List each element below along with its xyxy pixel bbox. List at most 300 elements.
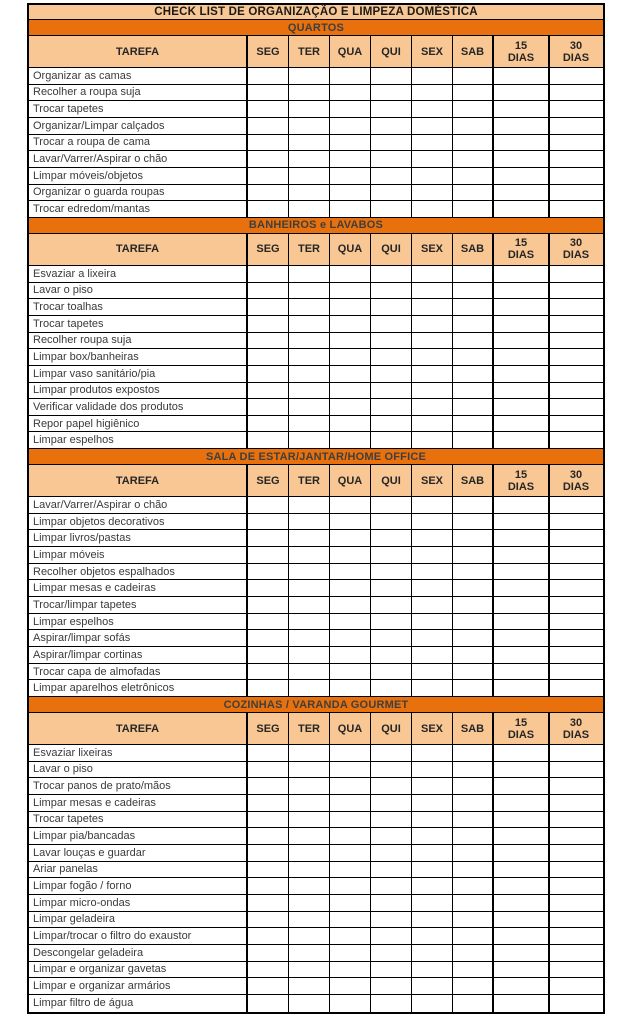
period-unit: DIAS bbox=[507, 51, 535, 64]
check-cell bbox=[494, 795, 550, 811]
check-cell bbox=[412, 283, 453, 299]
check-cell bbox=[453, 201, 494, 217]
check-cell bbox=[248, 366, 289, 382]
check-cell bbox=[330, 399, 371, 415]
check-cell bbox=[412, 151, 453, 167]
check-cell bbox=[248, 497, 289, 513]
check-cell bbox=[248, 168, 289, 184]
check-cell bbox=[330, 945, 371, 961]
column-header-period bbox=[494, 465, 550, 496]
task-label: Limpar aparelhos eletrônicos bbox=[29, 680, 248, 696]
task-row bbox=[29, 580, 603, 597]
check-cell bbox=[371, 85, 412, 101]
check-cell bbox=[248, 745, 289, 761]
check-cell bbox=[248, 597, 289, 613]
check-cell bbox=[550, 201, 602, 217]
check-cell bbox=[550, 614, 602, 630]
task-row bbox=[29, 878, 603, 895]
check-cell bbox=[494, 432, 550, 448]
check-cell bbox=[412, 995, 453, 1012]
check-cell bbox=[550, 416, 602, 432]
check-cell bbox=[453, 845, 494, 861]
task-row bbox=[29, 530, 603, 547]
check-cell bbox=[494, 745, 550, 761]
check-cell bbox=[330, 168, 371, 184]
check-cell bbox=[289, 316, 330, 332]
check-cell bbox=[371, 366, 412, 382]
check-cell bbox=[550, 795, 602, 811]
check-cell bbox=[330, 185, 371, 201]
task-row bbox=[29, 333, 603, 350]
check-cell bbox=[248, 878, 289, 894]
check-cell bbox=[371, 530, 412, 546]
check-cell bbox=[453, 978, 494, 994]
task-label: Recolher roupa suja bbox=[29, 333, 248, 349]
check-cell bbox=[330, 366, 371, 382]
task-row bbox=[29, 795, 603, 812]
check-cell bbox=[494, 862, 550, 878]
task-label: Limpar livros/pastas bbox=[29, 530, 248, 546]
check-cell bbox=[371, 151, 412, 167]
check-cell bbox=[550, 68, 602, 84]
column-header-day: SEG bbox=[248, 36, 289, 67]
check-cell bbox=[248, 68, 289, 84]
check-cell bbox=[494, 630, 550, 646]
task-label: Limpar vaso sanitário/pia bbox=[29, 366, 248, 382]
check-cell bbox=[248, 564, 289, 580]
check-cell bbox=[494, 316, 550, 332]
check-cell bbox=[289, 878, 330, 894]
check-cell bbox=[412, 630, 453, 646]
check-cell bbox=[453, 266, 494, 282]
task-label: Organizar as camas bbox=[29, 68, 248, 84]
check-cell bbox=[330, 547, 371, 563]
check-cell bbox=[330, 266, 371, 282]
task-row bbox=[29, 895, 603, 912]
check-cell bbox=[453, 399, 494, 415]
check-cell bbox=[289, 85, 330, 101]
check-cell bbox=[412, 514, 453, 530]
task-label: Recolher objetos espalhados bbox=[29, 564, 248, 580]
check-cell bbox=[550, 497, 602, 513]
section-header: QUARTOS bbox=[29, 20, 603, 36]
column-header-period bbox=[550, 234, 602, 265]
column-header-day: TER bbox=[289, 465, 330, 496]
check-cell bbox=[289, 151, 330, 167]
task-label: Limpar fogão / forno bbox=[29, 878, 248, 894]
check-cell bbox=[453, 432, 494, 448]
check-cell bbox=[248, 580, 289, 596]
column-header-day: SAB bbox=[453, 713, 494, 744]
check-cell bbox=[289, 647, 330, 663]
task-label: Lavar/Varrer/Aspirar o chão bbox=[29, 497, 248, 513]
check-cell bbox=[550, 845, 602, 861]
check-cell bbox=[412, 962, 453, 978]
task-label: Limpar filtro de água bbox=[29, 995, 248, 1012]
task-row bbox=[29, 564, 603, 581]
check-cell bbox=[412, 333, 453, 349]
check-cell bbox=[371, 185, 412, 201]
check-cell bbox=[371, 283, 412, 299]
column-header-task: TAREFA bbox=[29, 465, 248, 496]
check-cell bbox=[248, 664, 289, 680]
check-cell bbox=[550, 862, 602, 878]
check-cell bbox=[371, 597, 412, 613]
task-label: Limpar móveis/objetos bbox=[29, 168, 248, 184]
task-row bbox=[29, 995, 603, 1012]
check-cell bbox=[330, 862, 371, 878]
check-cell bbox=[289, 978, 330, 994]
task-label: Limpar móveis bbox=[29, 547, 248, 563]
check-cell bbox=[550, 85, 602, 101]
task-row bbox=[29, 912, 603, 929]
check-cell bbox=[289, 135, 330, 151]
check-cell bbox=[494, 366, 550, 382]
check-cell bbox=[289, 432, 330, 448]
column-header-row bbox=[29, 36, 603, 68]
check-cell bbox=[494, 895, 550, 911]
check-cell bbox=[494, 201, 550, 217]
check-cell bbox=[289, 845, 330, 861]
task-label: Trocar tapetes bbox=[29, 101, 248, 117]
check-cell bbox=[453, 995, 494, 1012]
column-header-day: TER bbox=[289, 713, 330, 744]
check-cell bbox=[412, 299, 453, 315]
check-cell bbox=[371, 862, 412, 878]
check-cell bbox=[494, 680, 550, 696]
check-cell bbox=[330, 580, 371, 596]
check-cell bbox=[494, 135, 550, 151]
check-cell bbox=[289, 547, 330, 563]
task-label: Lavar/Varrer/Aspirar o chão bbox=[29, 151, 248, 167]
section-header: BANHEIROS e LAVABOS bbox=[29, 218, 603, 234]
check-cell bbox=[412, 201, 453, 217]
check-cell bbox=[412, 828, 453, 844]
task-label: Trocar panos de prato/mãos bbox=[29, 778, 248, 794]
check-cell bbox=[494, 564, 550, 580]
check-cell bbox=[248, 201, 289, 217]
task-row bbox=[29, 201, 603, 218]
check-cell bbox=[412, 497, 453, 513]
check-cell bbox=[550, 547, 602, 563]
column-header-task: TAREFA bbox=[29, 36, 248, 67]
check-cell bbox=[371, 945, 412, 961]
check-cell bbox=[412, 564, 453, 580]
check-cell bbox=[412, 432, 453, 448]
check-cell bbox=[453, 366, 494, 382]
check-cell bbox=[412, 878, 453, 894]
check-cell bbox=[248, 862, 289, 878]
column-header-row bbox=[29, 465, 603, 497]
check-cell bbox=[453, 597, 494, 613]
check-cell bbox=[494, 597, 550, 613]
check-cell bbox=[330, 316, 371, 332]
check-cell bbox=[289, 795, 330, 811]
check-cell bbox=[289, 745, 330, 761]
task-row bbox=[29, 945, 603, 962]
check-cell bbox=[289, 185, 330, 201]
check-cell bbox=[412, 647, 453, 663]
task-row bbox=[29, 630, 603, 647]
check-cell bbox=[289, 168, 330, 184]
check-cell bbox=[412, 597, 453, 613]
column-header-period bbox=[550, 713, 602, 744]
task-label: Lavar o piso bbox=[29, 762, 248, 778]
column-header-day: QUA bbox=[330, 36, 371, 67]
check-cell bbox=[330, 201, 371, 217]
task-label: Limpar micro-ondas bbox=[29, 895, 248, 911]
check-cell bbox=[330, 101, 371, 117]
check-cell bbox=[289, 383, 330, 399]
check-cell bbox=[371, 928, 412, 944]
check-cell bbox=[248, 962, 289, 978]
task-row bbox=[29, 349, 603, 366]
column-header-row bbox=[29, 713, 603, 745]
column-header-task: TAREFA bbox=[29, 713, 248, 744]
task-row bbox=[29, 680, 603, 697]
check-cell bbox=[371, 547, 412, 563]
check-cell bbox=[330, 333, 371, 349]
check-cell bbox=[330, 383, 371, 399]
check-cell bbox=[494, 762, 550, 778]
check-cell bbox=[494, 85, 550, 101]
task-label: Limpar objetos decorativos bbox=[29, 514, 248, 530]
check-cell bbox=[412, 812, 453, 828]
check-cell bbox=[248, 118, 289, 134]
check-cell bbox=[289, 597, 330, 613]
check-cell bbox=[289, 828, 330, 844]
task-label: Limpar e organizar armários bbox=[29, 978, 248, 994]
task-label: Trocar tapetes bbox=[29, 316, 248, 332]
check-cell bbox=[330, 497, 371, 513]
check-cell bbox=[248, 151, 289, 167]
check-cell bbox=[330, 118, 371, 134]
check-cell bbox=[289, 349, 330, 365]
check-cell bbox=[412, 530, 453, 546]
document-title: CHECK LIST DE ORGANIZAÇÃO E LIMPEZA DOMÉSTICA bbox=[29, 5, 603, 20]
check-cell bbox=[494, 845, 550, 861]
check-cell bbox=[412, 614, 453, 630]
check-cell bbox=[248, 945, 289, 961]
check-cell bbox=[371, 333, 412, 349]
check-cell bbox=[412, 845, 453, 861]
task-row bbox=[29, 812, 603, 829]
check-cell bbox=[412, 547, 453, 563]
task-label: Lavar louças e guardar bbox=[29, 845, 248, 861]
check-cell bbox=[248, 828, 289, 844]
check-cell bbox=[330, 647, 371, 663]
check-cell bbox=[289, 928, 330, 944]
check-cell bbox=[412, 101, 453, 117]
check-cell bbox=[412, 895, 453, 911]
column-header-day: SEX bbox=[412, 465, 453, 496]
task-row bbox=[29, 497, 603, 514]
task-label: Limpar espelhos bbox=[29, 432, 248, 448]
check-cell bbox=[412, 680, 453, 696]
period-number: 15 bbox=[514, 237, 528, 250]
check-cell bbox=[371, 118, 412, 134]
period-number: 30 bbox=[569, 237, 583, 250]
check-cell bbox=[550, 762, 602, 778]
check-cell bbox=[550, 828, 602, 844]
check-cell bbox=[550, 366, 602, 382]
task-row bbox=[29, 266, 603, 283]
check-cell bbox=[289, 118, 330, 134]
check-cell bbox=[330, 912, 371, 928]
check-cell bbox=[330, 530, 371, 546]
check-cell bbox=[453, 778, 494, 794]
task-label: Trocar edredom/mantas bbox=[29, 201, 248, 217]
check-cell bbox=[453, 680, 494, 696]
check-cell bbox=[289, 514, 330, 530]
task-row bbox=[29, 68, 603, 85]
check-cell bbox=[412, 135, 453, 151]
check-cell bbox=[494, 168, 550, 184]
check-cell bbox=[371, 912, 412, 928]
check-cell bbox=[330, 564, 371, 580]
check-cell bbox=[330, 962, 371, 978]
check-cell bbox=[494, 101, 550, 117]
task-row bbox=[29, 978, 603, 995]
task-label: Esvaziar lixeiras bbox=[29, 745, 248, 761]
check-cell bbox=[412, 862, 453, 878]
task-row bbox=[29, 299, 603, 316]
check-cell bbox=[494, 283, 550, 299]
check-cell bbox=[412, 664, 453, 680]
task-row bbox=[29, 383, 603, 400]
task-row bbox=[29, 416, 603, 433]
period-unit: DIAS bbox=[562, 51, 590, 64]
check-cell bbox=[550, 995, 602, 1012]
task-row bbox=[29, 597, 603, 614]
check-cell bbox=[453, 795, 494, 811]
check-cell bbox=[248, 630, 289, 646]
check-cell bbox=[289, 630, 330, 646]
task-label: Limpar espelhos bbox=[29, 614, 248, 630]
check-cell bbox=[412, 383, 453, 399]
column-header-day: QUA bbox=[330, 713, 371, 744]
check-cell bbox=[371, 497, 412, 513]
check-cell bbox=[412, 778, 453, 794]
period-unit: DIAS bbox=[562, 728, 590, 741]
column-header-day: TER bbox=[289, 234, 330, 265]
check-cell bbox=[371, 978, 412, 994]
check-cell bbox=[371, 299, 412, 315]
check-cell bbox=[289, 416, 330, 432]
check-cell bbox=[248, 614, 289, 630]
check-cell bbox=[550, 664, 602, 680]
check-cell bbox=[289, 366, 330, 382]
check-cell bbox=[453, 812, 494, 828]
task-row bbox=[29, 778, 603, 795]
task-label: Aspirar/limpar cortinas bbox=[29, 647, 248, 663]
check-cell bbox=[453, 349, 494, 365]
check-cell bbox=[289, 962, 330, 978]
check-cell bbox=[330, 514, 371, 530]
check-cell bbox=[453, 530, 494, 546]
check-cell bbox=[494, 416, 550, 432]
check-cell bbox=[248, 978, 289, 994]
check-cell bbox=[330, 895, 371, 911]
task-row bbox=[29, 614, 603, 631]
column-header-day: TER bbox=[289, 36, 330, 67]
check-cell bbox=[494, 185, 550, 201]
check-cell bbox=[371, 680, 412, 696]
check-cell bbox=[371, 845, 412, 861]
check-cell bbox=[550, 185, 602, 201]
check-cell bbox=[371, 828, 412, 844]
task-label: Organizar o guarda roupas bbox=[29, 185, 248, 201]
check-cell bbox=[248, 895, 289, 911]
check-cell bbox=[550, 399, 602, 415]
column-header-day: SAB bbox=[453, 36, 494, 67]
check-cell bbox=[371, 564, 412, 580]
check-cell bbox=[550, 168, 602, 184]
check-cell bbox=[248, 416, 289, 432]
task-row bbox=[29, 432, 603, 449]
column-header-day: QUI bbox=[371, 713, 412, 744]
task-label: Trocar/limpar tapetes bbox=[29, 597, 248, 613]
check-cell bbox=[248, 995, 289, 1012]
check-cell bbox=[248, 349, 289, 365]
check-cell bbox=[494, 299, 550, 315]
task-label: Limpar mesas e cadeiras bbox=[29, 795, 248, 811]
check-cell bbox=[371, 68, 412, 84]
column-header-day: QUI bbox=[371, 234, 412, 265]
column-header-period bbox=[550, 36, 602, 67]
check-cell bbox=[412, 745, 453, 761]
task-row bbox=[29, 547, 603, 564]
check-cell bbox=[371, 201, 412, 217]
check-cell bbox=[248, 514, 289, 530]
task-label: Limpar mesas e cadeiras bbox=[29, 580, 248, 596]
check-cell bbox=[494, 547, 550, 563]
task-row bbox=[29, 664, 603, 681]
check-cell bbox=[412, 185, 453, 201]
check-cell bbox=[453, 416, 494, 432]
column-header-day: SEX bbox=[412, 36, 453, 67]
check-cell bbox=[412, 580, 453, 596]
check-cell bbox=[453, 664, 494, 680]
check-cell bbox=[550, 680, 602, 696]
check-cell bbox=[371, 745, 412, 761]
check-cell bbox=[248, 912, 289, 928]
column-header-day: QUI bbox=[371, 36, 412, 67]
task-row bbox=[29, 135, 603, 152]
check-cell bbox=[371, 630, 412, 646]
period-number: 30 bbox=[569, 716, 583, 729]
check-cell bbox=[330, 664, 371, 680]
check-cell bbox=[494, 778, 550, 794]
check-cell bbox=[453, 878, 494, 894]
task-row bbox=[29, 514, 603, 531]
check-cell bbox=[371, 647, 412, 663]
check-cell bbox=[550, 878, 602, 894]
task-label: Recolher a roupa suja bbox=[29, 85, 248, 101]
section-header: SALA DE ESTAR/JANTAR/HOME OFFICE bbox=[29, 449, 603, 465]
check-cell bbox=[550, 895, 602, 911]
check-cell bbox=[550, 383, 602, 399]
column-header-day: SEX bbox=[412, 234, 453, 265]
check-cell bbox=[330, 630, 371, 646]
check-cell bbox=[550, 266, 602, 282]
column-header-day: SEG bbox=[248, 713, 289, 744]
check-cell bbox=[330, 680, 371, 696]
check-cell bbox=[550, 580, 602, 596]
check-cell bbox=[330, 778, 371, 794]
task-label: Organizar/Limpar calçados bbox=[29, 118, 248, 134]
check-cell bbox=[550, 745, 602, 761]
